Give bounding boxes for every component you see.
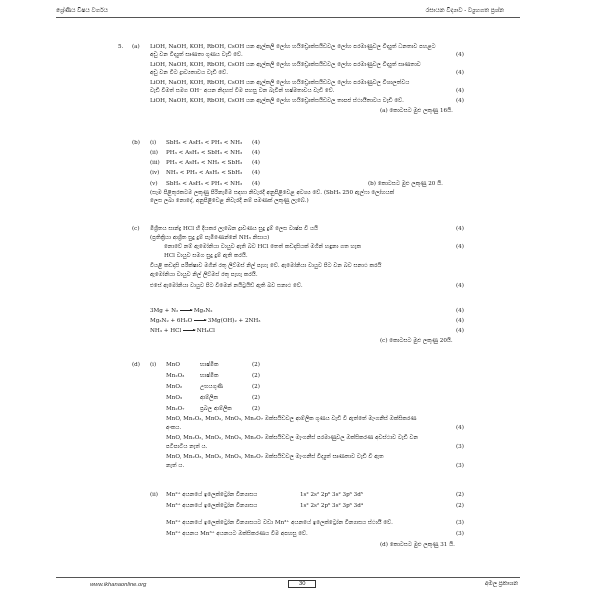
config-1-mark: (2) — [456, 492, 464, 498]
part-d-sub-i: (i) — [150, 362, 157, 368]
part-d-para-1-line-2: අංකය. — [166, 425, 182, 431]
part-c-equation-1 — [150, 308, 213, 315]
part-b-item-4-num: (iv) — [150, 170, 160, 176]
part-b-item-5-text: SbH₃ < AsH₃ < PH₃ < NH₃ — [166, 181, 243, 187]
equation-2-mark: (4) — [456, 318, 464, 324]
part-b-item-2-text: PH₃ < AsH₃ < SbH₃ < NH₃ — [166, 150, 243, 156]
part-b-item-5-mark: (4) — [252, 181, 260, 187]
header-left: ශ්‍රේණිය විෂය වර්ගය — [56, 8, 108, 14]
oxide-4-formula: MnO₃ — [166, 395, 183, 401]
part-b-item-3-num: (iii) — [150, 160, 160, 166]
part-c-line-6: ඇමෝනියා වායුව නිල් ලිට්මස් රතු පැහැ කරයි. — [150, 272, 258, 278]
part-d-para-3-mark: (3) — [456, 463, 464, 469]
equation-2-lhs: Mg₃N₂ + 6H₂O — [150, 318, 193, 324]
part-a-line-2: අඩු වන විද්‍යුත් සෘණතා ගුණය වැඩි වේ. — [150, 52, 243, 58]
equation-2-rhs: 3Mg(OH)₂ + 2NH₃ — [207, 318, 261, 324]
oxide-5-mark: (2) — [252, 406, 260, 412]
part-b-total: (b) කොටසට මුළු ලකුණු 20 යි. — [368, 181, 443, 187]
part-d-para-2-line-1: MnO, Mn₂O₃, MnO₂, MnO₃, Mn₂O₇ ඔක්සයිඩවල මැංගනීස් පරමාණුවල ඔක්සිකරණ අවස්ථාව වැඩි වන — [166, 435, 419, 441]
part-b-note-1: (සෑම පිළිතුරකටම ලකුණු පිරිනැමීම සඳහා නිවැරදි අනුපිළිවෙළ අවශ්‍ය වේ. (SbH₃ 250 ඇල්ෆා ලෝහයක් — [150, 190, 395, 196]
equation-3-lhs: NH₃ + HCl — [150, 328, 182, 334]
part-a-mark-4: (4) — [456, 98, 464, 104]
footer-divider — [56, 577, 520, 578]
oxide-3-type: උභයගුණි — [200, 384, 223, 390]
part-b-item-2-mark: (4) — [252, 150, 260, 156]
part-b-item-1-mark: (4) — [252, 140, 260, 146]
part-d-sub-ii: (ii) — [150, 492, 158, 498]
part-c-label: (c) — [132, 226, 140, 232]
part-d-para-2-line-2: පටිපාටිය නැත් ය. — [166, 444, 208, 450]
config-2-label: Mn³⁺ අයනයේ ඉලෙක්ට්‍රෝන වින්‍යාසය — [166, 503, 258, 509]
part-a-mark-3: (4) — [456, 88, 464, 94]
page-number: 30 — [288, 580, 316, 588]
config-2-mark: (2) — [456, 503, 464, 509]
part-d-note2-1: Mn²⁺ අයනයේ ඉලෙක්ට්‍රෝන වින්‍යාසයට වඩා Mn³⁺ අයනයේ ඉලෙක්ට්‍රෝන වින්‍යාසය ස්ථායී වේ. — [166, 520, 393, 526]
part-b-item-3-mark: (4) — [252, 160, 260, 166]
oxide-5-type: ප්‍රබල ආම්ලික — [200, 406, 232, 412]
part-d-para-3-line-2: නැත් ය. — [166, 463, 185, 469]
part-a-line-5: LiOH, NaOH, KOH, RbOH, CsOH යන ඇල්කලි ලෝහ හයිඩ්‍රොක්සයිඩවල ලෝහ පරමාණුවල විශාලත්වය — [150, 80, 410, 86]
part-b-item-5-num: (v) — [150, 181, 158, 187]
part-b-item-2-num: (ii) — [150, 150, 158, 156]
reaction-arrow-icon — [194, 320, 206, 321]
oxide-1-formula: MnO — [166, 362, 180, 368]
part-c-total: (c) කොටසට මුළු ලකුණු 20යි. — [380, 338, 453, 344]
part-d-total: (d) කොටසට මුළු ලකුණු 31 යි. — [380, 542, 455, 548]
part-c-equation-3 — [150, 328, 215, 335]
part-c-line-7: එසේ ඇමෝනියා වායුව පිට වීමෙන් නයිට්‍රයිඩ් ඇති බව සනාථ වේ. — [150, 283, 303, 289]
equation-1-mark: (4) — [456, 308, 464, 314]
part-c-line-3: නොවේ නම් ඇමෝනියා වායුව ඇති බව HCl තෙත් කඩදාසියක් මගින් හඳුනා ගත හැක — [164, 244, 362, 250]
part-a-label: (a) — [132, 44, 140, 50]
part-d-para-2-mark: (3) — [456, 444, 464, 450]
part-a-line-7: LiOH, NaOH, KOH, RbOH, CsOH යන ඇල්කලි ලෝහ හයිඩ්‍රොක්සයිඩවල තාපජ ස්ථායීතාවය වැඩි වේ. — [150, 98, 404, 104]
oxide-3-formula: MnO₂ — [166, 384, 183, 390]
part-a-line-1: LiOH, NaOH, KOH, RbOH, CsOH යන ඇල්කලි ලෝහ හයිඩ්‍රොක්සයිඩවල ලෝහ පරමාණුවල විද්‍යුත් ධනතාව පහළට — [150, 44, 436, 50]
part-b-note-2: ලෙස ලබා නොදේ, අනුපිළිවෙළ නිවැරදි නම් පමණක් ලකුණු ලැබේ.) — [150, 198, 309, 204]
oxide-2-mark: (2) — [252, 373, 260, 379]
equation-3-mark: (4) — [456, 328, 464, 334]
part-c-equation-2 — [150, 318, 261, 325]
oxide-5-formula: Mn₂O₇ — [166, 406, 185, 412]
part-a-line-3: LiOH, NaOH, KOH, RbOH, CsOH යන ඇල්කලි ලෝහ හයිඩ්‍රොක්සයිඩවල ලෝහ පරමාණුවල විද්‍යුත් සෘණතාව — [150, 62, 421, 68]
footer-site: www.ikhanaonline.org — [90, 582, 147, 588]
oxide-4-type: ආම්ලික — [200, 395, 218, 401]
part-a-mark-1: (4) — [456, 52, 464, 58]
oxide-1-mark: (2) — [252, 362, 260, 368]
part-d-note2-2: Mn²⁺ අයනය Mn³⁺ අයනයට ඔක්සිකරණය වීම අපහසු වේ. — [166, 531, 308, 537]
reaction-arrow-icon — [180, 310, 192, 311]
part-b-item-1-num: (i) — [150, 140, 157, 146]
part-d-note2-2-mark: (3) — [456, 531, 464, 537]
part-d-para-1-mark: (4) — [456, 425, 464, 431]
reaction-arrow-icon — [183, 330, 195, 331]
part-a-mark-2: (4) — [456, 70, 464, 76]
oxide-1-type: භාෂ්මික — [200, 362, 219, 368]
part-d-label: (d) — [132, 362, 140, 368]
part-c-mark-3: (4) — [456, 283, 464, 289]
part-d-note2-1-mark: (3) — [456, 520, 464, 526]
part-c-line-2: (ප්‍රතික්‍රියා ආශ්‍රිත සුදු දුම් පැමිණෙන්නේ NH₃ නිසාය) — [150, 235, 270, 241]
part-b-label: (b) — [132, 140, 140, 146]
header-divider — [56, 17, 520, 18]
part-a-line-4: අඩු වන විට ද්‍රාව්‍යතාවය වැඩි වේ. — [150, 70, 228, 76]
config-1-value: 1s² 2s² 2p⁶ 3s² 3p⁶ 3d⁵ — [300, 492, 364, 498]
part-b-item-4-mark: (4) — [252, 170, 260, 176]
part-a-total: (a) කොටසට මුළු ලකුණු 16යි. — [380, 108, 453, 114]
footer-publisher: අමල ප්‍රකාශන — [484, 581, 518, 587]
part-b-item-3-text: PH₃ < AsH₃ < NH₃ < SbH₃ — [166, 160, 243, 166]
oxide-2-type: භාෂ්මික — [200, 373, 219, 379]
oxide-3-mark: (2) — [252, 384, 260, 390]
question-number: 5. — [118, 44, 124, 50]
part-c-line-5: වියළි කඩදාසි පරීක්ෂාව මගින් රතු ලිට්මස් නිල් පැහැ වේ. ඇමෝනියා වායුව පිට වන බව සනාථ කරයි — [150, 263, 382, 269]
part-b-item-1-text: SbH₃ < AsH₃ < PH₃ < NH₃ — [166, 140, 243, 146]
part-c-line-1: මිශ්‍රිතය සාන්ද්‍ර HCl හි දියකර ලැබෙන ද්‍රාවණය සුදු දුම් ලෙස වාෂ්ප වී යයි — [150, 226, 319, 232]
part-d-para-3-line-1: MnO, Mn₂O₃, MnO₂, MnO₃, Mn₂O₇ ඔක්සයිඩවල මැංගනීස් විද්‍යුත් සෘණතාව වැඩි වී ඇත — [166, 454, 384, 460]
header-right: රසායන විද්‍යාව - ව්‍යුහගත ප්‍රශ්න — [425, 8, 504, 14]
oxide-2-formula: Mn₂O₃ — [166, 373, 185, 379]
config-1-label: Mn²⁺ අයනයේ ඉලෙක්ට්‍රෝන වින්‍යාසය — [166, 492, 258, 498]
oxide-4-mark: (2) — [252, 395, 260, 401]
part-b-item-4-text: NH₃ < PH₃ < AsH₃ < SbH₃ — [166, 170, 243, 176]
equation-1-rhs: Mg₃N₂ — [193, 308, 213, 314]
equation-3-rhs: NH₄Cl — [196, 328, 215, 334]
part-c-line-4: HCl වායුව සමග සුදු දුම් ඇති කරයි. — [164, 253, 248, 259]
config-2-value: 1s² 2s² 2p⁶ 3s² 3p⁶ 3d⁴ — [300, 503, 364, 509]
equation-1-lhs: 3Mg + N₂ — [150, 308, 179, 314]
part-c-mark-1: (4) — [456, 226, 464, 232]
part-a-line-6: වැඩි වීමත් සමග OH⁻ අයන නිදහස් වීම පහසු වන බැවින් භෂ්මතාවය වැඩි වේ. — [150, 88, 335, 94]
part-c-mark-2: (4) — [456, 244, 464, 250]
part-d-para-1-line-1: MnO, Mn₂O₃, MnO₂, MnO₃, Mn₂O₇ ඔක්සයිඩවල ආම්ලික ගුණය වැඩි වී ඇත්තේ මැංගනීස් ඔක්සිකරණ — [166, 416, 417, 422]
